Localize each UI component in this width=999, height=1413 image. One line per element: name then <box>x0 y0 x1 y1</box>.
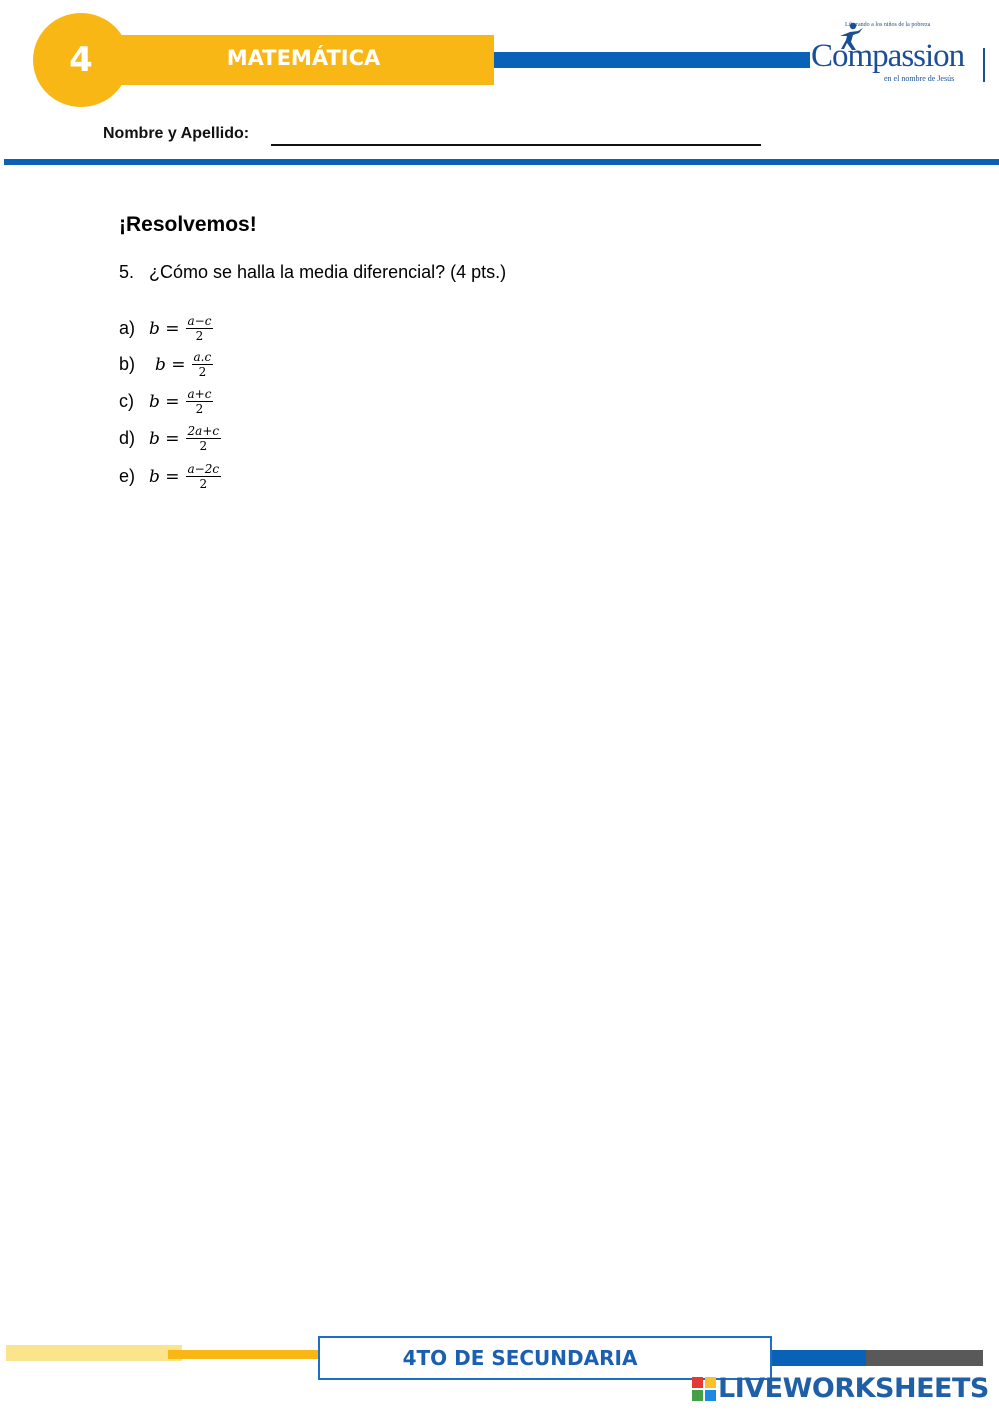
liveworksheets-watermark: LIVEWORKSHEETS <box>718 1373 989 1404</box>
option-letter: a) <box>119 318 136 338</box>
option-d[interactable] <box>119 424 221 453</box>
logo-divider <box>983 48 985 82</box>
option-c[interactable] <box>119 387 213 416</box>
section-heading: ¡Resolvemos! <box>119 213 257 236</box>
fraction-numerator: a.c <box>193 350 212 364</box>
option-fraction <box>186 387 214 416</box>
footer-blue-bar <box>772 1350 867 1366</box>
header-divider <box>4 159 999 165</box>
option-lhs: b = <box>155 354 186 375</box>
grade-number: 4 <box>69 40 93 80</box>
footer-gray-bar <box>866 1350 983 1366</box>
footer-yellow-bar <box>168 1350 320 1359</box>
fraction-numerator: 2a+c <box>187 424 220 438</box>
option-letter: b) <box>119 354 136 374</box>
fraction-denominator: 2 <box>199 439 208 453</box>
option-letter: e) <box>119 466 136 486</box>
option-letter: c) <box>119 391 134 411</box>
option-e[interactable] <box>119 462 221 491</box>
fraction-numerator: a−c <box>187 314 212 328</box>
fraction-numerator: a+c <box>187 387 212 401</box>
option-fraction <box>186 314 214 343</box>
option-b[interactable] <box>119 350 213 379</box>
option-fraction <box>192 350 214 379</box>
liveworksheets-logo-icon <box>692 1377 716 1401</box>
name-label: Nombre y Apellido: <box>103 125 250 142</box>
question-text: ¿Cómo se halla la media diferencial? (4 pts.) <box>149 262 507 282</box>
option-fraction <box>186 462 222 491</box>
fraction-numerator: a−2c <box>187 462 220 476</box>
logo-name: Compassion <box>811 38 965 74</box>
name-input-line[interactable] <box>271 144 761 146</box>
footer-level-label: 4TO DE SECUNDARIA <box>402 1346 638 1370</box>
logo-tagline: Liberando a los niños de la pobreza <box>845 22 931 28</box>
question-number: 5. <box>119 262 135 282</box>
fraction-denominator: 2 <box>195 402 204 416</box>
fraction-denominator: 2 <box>199 477 208 491</box>
fraction-denominator: 2 <box>198 365 207 379</box>
option-lhs: b = <box>149 318 180 339</box>
subject-title: MATEMÁTICA <box>226 46 381 70</box>
fraction-denominator: 2 <box>195 329 204 343</box>
logo-subtitle: en el nombre de Jesús <box>884 74 955 83</box>
option-a[interactable] <box>119 314 213 343</box>
footer-light-bar <box>6 1345 182 1361</box>
option-letter: d) <box>119 428 136 448</box>
option-lhs: b = <box>149 391 180 412</box>
option-fraction <box>186 424 222 453</box>
option-lhs: b = <box>149 466 180 487</box>
header-blue-bar <box>494 52 810 68</box>
option-lhs: b = <box>149 428 180 449</box>
